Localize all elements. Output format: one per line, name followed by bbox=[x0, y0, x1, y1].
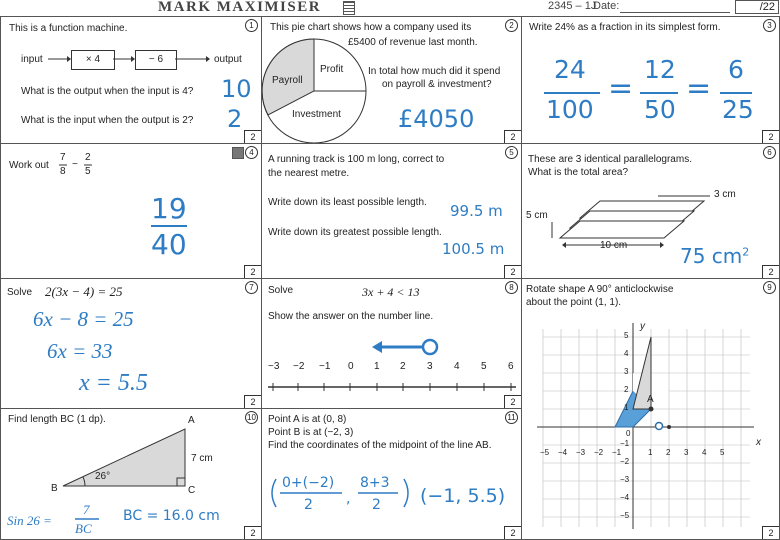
x-tick: 1 bbox=[648, 448, 653, 457]
question-number: 8 bbox=[505, 281, 518, 294]
question-3 bbox=[521, 16, 780, 144]
question-number: 10 bbox=[245, 411, 258, 424]
tick-label: 6 bbox=[508, 361, 514, 372]
vertex-b: B bbox=[51, 483, 58, 494]
pie-slice-payroll: Payroll bbox=[272, 75, 303, 86]
question-8 bbox=[261, 278, 522, 409]
y-tick: −3 bbox=[620, 475, 630, 484]
x-tick: 2 bbox=[666, 448, 671, 457]
pie-slice-profit: Profit bbox=[320, 64, 344, 75]
working-lhs: Sin 26 = bbox=[7, 513, 52, 528]
q11-line2: Point B is at (−2, 3) bbox=[268, 427, 354, 438]
working-denominator: BC bbox=[75, 521, 92, 536]
fraction-2-denominator: 50 bbox=[644, 95, 676, 124]
x-tick: −3 bbox=[576, 448, 586, 457]
q2-answer: £4050 bbox=[398, 105, 475, 133]
fraction-1-denominator: 100 bbox=[546, 95, 594, 124]
fraction-3-denominator: 25 bbox=[722, 95, 754, 124]
working-numerator: 7 bbox=[83, 502, 90, 517]
q5-answer-b: 100.5 m bbox=[442, 240, 505, 258]
dimension-5cm: 5 cm bbox=[526, 210, 548, 221]
tick-label: 2 bbox=[400, 361, 406, 372]
midpoint-numerator-x: 0+(−2) bbox=[282, 475, 335, 491]
worksheet-title: MARK MAXIMISER bbox=[158, 0, 322, 15]
vertex-a: A bbox=[188, 415, 195, 426]
tick-label: 3 bbox=[427, 361, 433, 372]
x-tick: 3 bbox=[684, 448, 689, 457]
q5-question-b: Write down its greatest possible length. bbox=[268, 227, 442, 238]
y-tick: 4 bbox=[624, 349, 629, 358]
dimension-10cm: 10 cm bbox=[600, 240, 628, 251]
q6-line2: What is the total area? bbox=[528, 167, 629, 178]
dimension-3cm: 3 cm bbox=[714, 189, 736, 200]
marks-box: 2 bbox=[244, 265, 262, 279]
x-tick: −5 bbox=[540, 448, 550, 457]
question-number: 4 bbox=[245, 146, 258, 159]
question-number: 2 bbox=[505, 19, 518, 32]
q6-answer: 75 $cm^2$ bbox=[680, 244, 750, 268]
q5-answer-a: 99.5 m bbox=[450, 202, 503, 220]
shape-a-label: A bbox=[647, 394, 654, 405]
marks-box: 2 bbox=[244, 395, 262, 409]
question-number: 9 bbox=[763, 281, 776, 294]
marks-box: 2 bbox=[504, 395, 522, 409]
vertex-c: C bbox=[188, 485, 196, 496]
midpoint-comma: , bbox=[346, 491, 351, 507]
question-11 bbox=[261, 408, 522, 540]
q6-line1: These are 3 identical parallelograms. bbox=[528, 154, 692, 165]
header bbox=[0, 0, 780, 16]
question-7 bbox=[0, 278, 262, 409]
output-label: output bbox=[214, 54, 242, 65]
q7-step2: 6x = 33 bbox=[47, 339, 113, 363]
question-9 bbox=[521, 278, 780, 540]
question-number: 7 bbox=[245, 281, 258, 294]
work-out-label: Work out bbox=[9, 160, 49, 171]
marks-box: 2 bbox=[504, 130, 522, 144]
equals-sign: = bbox=[686, 71, 712, 106]
q2-line1: This pie chart shows how a company used its bbox=[270, 22, 472, 33]
marks-box: 2 bbox=[504, 526, 522, 540]
x-tick: −2 bbox=[594, 448, 604, 457]
worksheet-code: 2345 – 1J bbox=[548, 0, 597, 12]
tick-label: 1 bbox=[374, 361, 380, 372]
q1-answer-b: 2 bbox=[227, 105, 243, 133]
calculator-icon bbox=[343, 1, 355, 15]
q2-line2: £5400 of revenue last month. bbox=[348, 37, 478, 48]
solve-label: Solve bbox=[268, 285, 294, 296]
y-tick: 3 bbox=[624, 367, 629, 376]
answer-numerator: 19 bbox=[151, 192, 187, 225]
q11-answer: (−1, 5.5) bbox=[420, 485, 506, 507]
x-axis-label: x bbox=[756, 437, 761, 448]
midpoint-denominator-x: 2 bbox=[304, 497, 313, 513]
question-10 bbox=[0, 408, 262, 540]
x-tick: 5 bbox=[720, 448, 725, 457]
y-tick: −2 bbox=[620, 457, 630, 466]
q4-fraction-bars bbox=[1, 144, 262, 279]
marks-box: 2 bbox=[244, 526, 262, 540]
question-number: 11 bbox=[505, 411, 518, 424]
q8-inequality: 3x + 4 < 13 bbox=[362, 285, 420, 299]
y-tick: −4 bbox=[620, 493, 630, 502]
fraction-3-numerator: 6 bbox=[728, 55, 744, 84]
date-field[interactable] bbox=[620, 12, 730, 13]
question-number: 3 bbox=[763, 19, 776, 32]
equals-sign: = bbox=[608, 71, 634, 106]
solve-label: Solve bbox=[7, 287, 33, 298]
q10-question: Find length BC (1 dp). bbox=[8, 414, 106, 425]
q11-line3: Find the coordinates of the midpoint of the line AB. bbox=[268, 440, 492, 451]
fraction-1-denominator: 8 bbox=[60, 166, 66, 177]
marks-box: 2 bbox=[762, 265, 780, 279]
question-number: 1 bbox=[245, 19, 258, 32]
fraction-2-numerator: 2 bbox=[85, 152, 91, 163]
question-5 bbox=[261, 143, 522, 279]
marks-box: 2 bbox=[762, 526, 780, 540]
marks-box: 2 bbox=[762, 130, 780, 144]
tick-label: 4 bbox=[454, 361, 460, 372]
y-axis-label: y bbox=[640, 321, 645, 332]
y-tick: −5 bbox=[620, 511, 630, 520]
question-number: 6 bbox=[763, 146, 776, 159]
fraction-1-numerator: 24 bbox=[554, 55, 586, 84]
angle-label: 26° bbox=[95, 471, 111, 482]
q2-question1: In total how much did it spend bbox=[368, 66, 501, 77]
midpoint-numerator-y: 8+3 bbox=[360, 475, 390, 491]
marks-box: 2 bbox=[504, 265, 522, 279]
q2-question2: on payroll & investment? bbox=[382, 79, 492, 90]
question-number: 5 bbox=[505, 146, 518, 159]
x-tick: −4 bbox=[558, 448, 568, 457]
q5-line1: A running track is 100 m long, correct to bbox=[268, 154, 445, 165]
q1-answer-a: 10 bbox=[221, 75, 252, 103]
q7-step1: 6x − 8 = 25 bbox=[33, 307, 134, 331]
tick-label: −3 bbox=[268, 361, 280, 372]
y-tick: 1 bbox=[624, 403, 629, 412]
tick-label: −1 bbox=[319, 361, 331, 372]
q9-line2: about the point (1, 1). bbox=[526, 297, 622, 308]
q7-step3: x = 5.5 bbox=[79, 370, 148, 396]
function-box-subtract: − 6 bbox=[135, 50, 177, 70]
origin-label: 0 bbox=[626, 429, 631, 438]
q10-answer: BC = 16.0 cm bbox=[123, 508, 220, 524]
minus-sign: − bbox=[72, 159, 78, 170]
y-tick: 5 bbox=[624, 331, 629, 340]
q8-instruction: Show the answer on the number line. bbox=[268, 311, 434, 322]
fraction-2-numerator: 12 bbox=[644, 55, 676, 84]
marks-box: 2 bbox=[244, 130, 262, 144]
q1-question-a: What is the output when the input is 4? bbox=[21, 86, 194, 97]
input-label: input bbox=[21, 54, 43, 65]
coordinate-grid bbox=[522, 279, 780, 540]
q1-intro: This is a function machine. bbox=[9, 23, 128, 34]
tick-label: 5 bbox=[481, 361, 487, 372]
question-1 bbox=[0, 16, 262, 144]
y-tick: 2 bbox=[624, 385, 629, 394]
question-2 bbox=[261, 16, 522, 144]
answer-denominator: 40 bbox=[151, 228, 187, 261]
question-4 bbox=[0, 143, 262, 279]
score-box: /22 bbox=[735, 0, 779, 14]
function-box-multiply: × 4 bbox=[71, 50, 115, 70]
question-grid bbox=[0, 16, 780, 540]
q5-line2: the nearest metre. bbox=[268, 168, 350, 179]
x-tick: 4 bbox=[702, 448, 707, 457]
q7-equation: 2(3x − 4) = 25 bbox=[45, 284, 123, 299]
q1-question-b: What is the input when the output is 2? bbox=[21, 115, 194, 126]
date-label: Date: bbox=[593, 0, 620, 12]
side-length-label: 7 cm bbox=[191, 453, 213, 464]
q3-question: Write 24% as a fraction in its simplest form. bbox=[529, 22, 721, 33]
question-6 bbox=[521, 143, 780, 279]
q5-question-a: Write down its least possible length. bbox=[268, 197, 427, 208]
y-tick: −1 bbox=[620, 439, 630, 448]
fraction-2-denominator: 5 bbox=[85, 166, 91, 177]
tick-label: 0 bbox=[348, 361, 354, 372]
fraction-1-numerator: 7 bbox=[60, 152, 66, 163]
q11-line1: Point A is at (0, 8) bbox=[268, 414, 347, 425]
pie-slice-investment: Investment bbox=[292, 109, 341, 120]
x-tick: −1 bbox=[612, 448, 622, 457]
number-line bbox=[262, 279, 522, 409]
q9-line1: Rotate shape A 90° anticlockwise bbox=[526, 284, 674, 295]
midpoint-denominator-y: 2 bbox=[372, 497, 381, 513]
tick-label: −2 bbox=[293, 361, 305, 372]
